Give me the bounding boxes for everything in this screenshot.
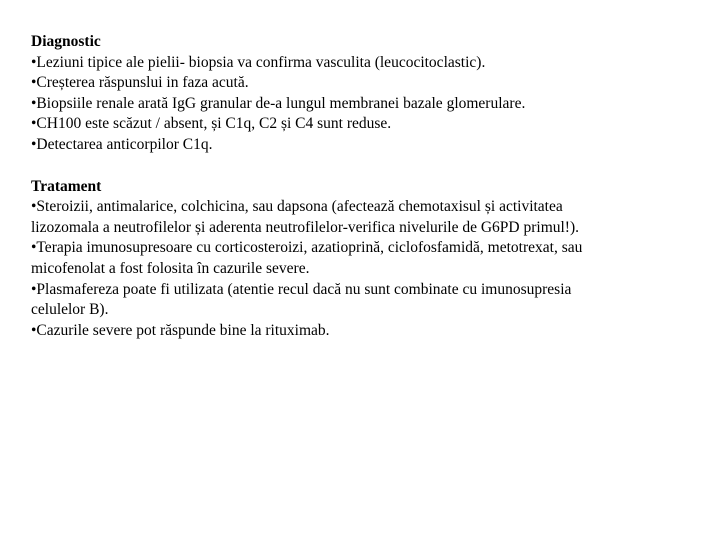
treatment-line: celulelor B).: [31, 301, 109, 319]
treatment-line: •Plasmafereza poate fi utilizata (atentie recul dacă nu sunt combinate cu imunosupresia: [31, 280, 572, 298]
diagnostic-item: •Creșterea răspunslui in faza acută.: [31, 74, 249, 92]
treatment-line: lizozomala a neutrofilelor și aderenta neutrofilelor-verifica nivelurile de G6PD primul!).: [31, 218, 580, 236]
treatment-line: micofenolat a fost folosita în cazurile severe.: [31, 259, 310, 277]
slide-content: [31, 32, 691, 341]
treatment-line: •Steroizii, antimalarice, colchicina, sau dapsona (afectează chemotaxisul și activitatea: [31, 198, 563, 216]
diagnostic-item: •Leziuni tipice ale pielii- biopsia va confirma vasculita (leucocitoclastic).: [31, 53, 486, 71]
treatment-heading: Tratament: [31, 177, 102, 195]
diagnostic-item: •Detectarea anticorpilor C1q.: [31, 135, 213, 153]
diagnostic-item: •Biopsiile renale arată IgG granular de-a lungul membranei bazale glomerulare.: [31, 94, 526, 112]
diagnostic-heading: Diagnostic: [31, 33, 101, 50]
section-spacer: [31, 156, 691, 177]
treatment-line: •Terapia imunosupresoare cu corticosteroizi, azatioprină, ciclofosfamidă, metotrexat, sau: [31, 239, 583, 257]
treatment-line: •Cazurile severe pot răspunde bine la rituximab.: [31, 321, 330, 339]
diagnostic-item: •CH100 este scăzut / absent, și C1q, C2 și C4 sunt reduse.: [31, 115, 392, 133]
